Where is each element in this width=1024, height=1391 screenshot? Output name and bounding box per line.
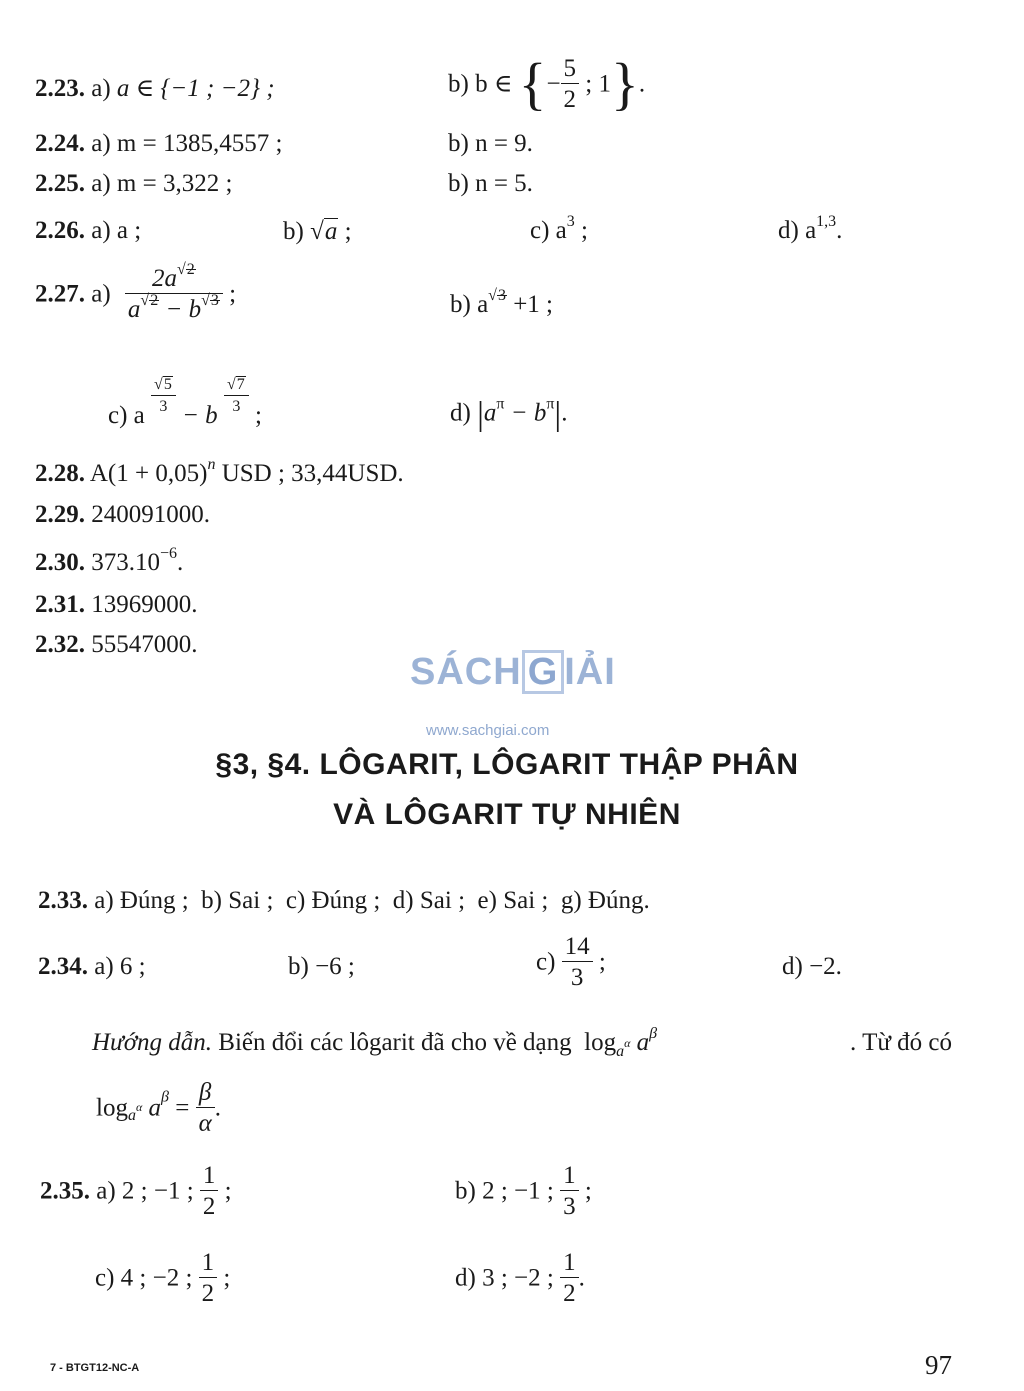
fraction-denominator: 3 bbox=[562, 961, 593, 990]
abs-bar-right: | bbox=[554, 396, 562, 433]
answer-2-27 bbox=[35, 261, 237, 323]
logo-text-tail: IẢI bbox=[564, 651, 616, 693]
part-d: d) −2. bbox=[782, 953, 842, 980]
fraction-denominator: α bbox=[196, 1107, 215, 1136]
answer-number: 2.31. bbox=[35, 591, 85, 618]
semicolon: ; bbox=[344, 218, 352, 245]
log-arg: a bbox=[630, 1029, 650, 1056]
part-b: b) 2 ; −1 ; bbox=[455, 1177, 554, 1205]
fraction-numerator: 1 bbox=[201, 1249, 215, 1276]
part-a: a) 2 ; −1 ; bbox=[96, 1177, 194, 1205]
answer-number: 2.26. bbox=[35, 217, 85, 244]
fraction bbox=[560, 1250, 579, 1306]
fraction-denominator: 2 bbox=[561, 83, 580, 112]
answer-number: 2.35. bbox=[40, 1177, 90, 1205]
fraction-denominator bbox=[125, 293, 223, 322]
fraction-denominator: 3 bbox=[560, 1190, 579, 1219]
part-b-tail: +1 ; bbox=[513, 291, 553, 318]
section-title-line-2: VÀ LÔGARIT TỰ NHIÊN bbox=[333, 798, 681, 831]
answer-2-26 bbox=[35, 218, 141, 243]
answer-2-30 bbox=[35, 545, 184, 576]
watermark-logo bbox=[410, 650, 616, 710]
exponent-fraction-2 bbox=[224, 376, 249, 415]
answer-text: A(1 + 0,05) bbox=[89, 460, 208, 487]
sqrt-symbol: √ bbox=[310, 218, 324, 245]
log-base bbox=[127, 1100, 143, 1125]
fraction bbox=[560, 1163, 579, 1219]
minus-sign: − bbox=[546, 70, 561, 98]
fraction-numerator: 1 bbox=[202, 1162, 216, 1189]
part-c-mid: − b bbox=[182, 402, 218, 430]
hint-text-tail: . Từ đó có bbox=[850, 1029, 952, 1056]
fraction-numerator bbox=[125, 261, 223, 293]
section-title-line-1: §3, §4. LÔGARIT, LÔGARIT THẬP PHÂN bbox=[215, 748, 799, 781]
answer-2-35-b bbox=[455, 1163, 592, 1219]
answer-number: 2.32. bbox=[35, 631, 85, 658]
base-a: a bbox=[483, 399, 497, 427]
fraction bbox=[562, 934, 593, 990]
answer-number: 2.25. bbox=[35, 170, 85, 197]
exponent-fraction bbox=[151, 376, 176, 415]
exponent: −6 bbox=[160, 545, 178, 562]
right-brace: } bbox=[611, 51, 639, 116]
answer-2-24 bbox=[35, 131, 282, 156]
answer-2-23-b bbox=[448, 51, 646, 116]
exp-den: 3 bbox=[224, 395, 249, 415]
part-b-label: b) b ∈ bbox=[448, 70, 513, 98]
fraction bbox=[199, 1250, 218, 1306]
exponent: n bbox=[207, 456, 216, 473]
period: . bbox=[561, 399, 568, 427]
part-c: c) a bbox=[530, 217, 567, 244]
fraction-denominator: 2 bbox=[199, 1277, 218, 1306]
answer-text: 373.10 bbox=[91, 549, 160, 576]
answer-2-35-c bbox=[95, 1250, 230, 1306]
semicolon: ; bbox=[598, 948, 606, 976]
den-exponent-1: √2 bbox=[140, 292, 159, 309]
part-c-label: c) a bbox=[108, 402, 145, 430]
minus-b: − b bbox=[504, 399, 547, 427]
part-d-label: d) bbox=[450, 399, 471, 427]
log-word: log bbox=[96, 1094, 128, 1122]
den-base-a: a bbox=[127, 296, 141, 323]
answer-2-25 bbox=[35, 171, 232, 196]
exponent-radicand: 3 bbox=[497, 287, 506, 304]
equals: = bbox=[168, 1094, 190, 1122]
part-d: d) a bbox=[778, 217, 817, 244]
part-a: a) a ; bbox=[91, 217, 142, 244]
answer-number: 2.28. bbox=[35, 460, 85, 487]
answer-2-24-b bbox=[448, 131, 533, 156]
fraction bbox=[125, 261, 223, 323]
logo-box-letter: G bbox=[522, 650, 565, 694]
answer-2-35-d bbox=[455, 1250, 585, 1306]
log-arg-exp: β bbox=[649, 1025, 658, 1042]
answer-2-31 bbox=[35, 592, 198, 617]
part-a: a) m = 3,322 ; bbox=[91, 170, 233, 197]
answer-2-34-c bbox=[536, 934, 606, 990]
answer-text: 55547000. bbox=[91, 631, 198, 658]
period: . bbox=[836, 217, 843, 244]
answer-2-33 bbox=[38, 888, 650, 913]
answer-2-27-b bbox=[450, 287, 553, 318]
period: . bbox=[177, 549, 184, 576]
part-b: b) a bbox=[450, 291, 489, 318]
answer-2-35 bbox=[40, 1163, 232, 1219]
fraction bbox=[196, 1080, 215, 1136]
answer-2-32 bbox=[35, 632, 198, 657]
semicolon: ; bbox=[254, 402, 262, 430]
exponent-radicand: 5 bbox=[163, 376, 172, 393]
fraction-numerator: 1 bbox=[563, 1249, 576, 1276]
period: . bbox=[214, 1094, 221, 1122]
period: . bbox=[638, 70, 646, 98]
part-b-label: b) bbox=[283, 218, 304, 245]
part-c: c) 4 ; −2 ; bbox=[95, 1264, 193, 1292]
answer-2-26-b bbox=[283, 218, 352, 244]
answer-number: 2.24. bbox=[35, 130, 85, 157]
numerator-exponent: √2 bbox=[177, 261, 195, 278]
exponent-radicand: 2 bbox=[150, 292, 159, 309]
page-number: 97 bbox=[925, 1350, 952, 1380]
left-brace: { bbox=[518, 51, 547, 116]
semicolon: ; bbox=[224, 1177, 232, 1205]
exponent: π bbox=[546, 395, 555, 413]
part-a-label: a) bbox=[91, 280, 111, 308]
fraction-numerator: β bbox=[198, 1079, 212, 1106]
answer-2-25-b bbox=[448, 171, 533, 196]
answer-text: 240091000. bbox=[91, 501, 210, 528]
answer-2-29 bbox=[35, 502, 210, 527]
answer-2-27-c bbox=[108, 376, 262, 437]
log-base-exp: α bbox=[135, 1100, 143, 1115]
part-b: b) n = 5. bbox=[448, 170, 533, 197]
exponent: 1,3 bbox=[816, 213, 837, 230]
fraction bbox=[200, 1163, 219, 1219]
numerator-base: 2a bbox=[152, 265, 177, 292]
answer-text: 13969000. bbox=[91, 591, 198, 618]
answer-number: 2.27. bbox=[35, 280, 85, 308]
semicolon: ; bbox=[223, 1264, 231, 1292]
fraction-denominator: 2 bbox=[200, 1190, 219, 1219]
book-code: 7 - BTGT12-NC-A bbox=[50, 1362, 140, 1374]
watermark-url: www.sachgiai.com bbox=[426, 722, 550, 739]
answer-2-23 bbox=[35, 76, 275, 101]
hint-text: Biến đổi các lôgarit đã cho về dạng log bbox=[212, 1029, 617, 1056]
hint-line-2 bbox=[96, 1080, 221, 1136]
part-a: a) 6 ; bbox=[94, 953, 146, 980]
answer-2-27-d bbox=[450, 395, 568, 433]
answer-number: 2.33. bbox=[38, 887, 88, 914]
exponent: 3 bbox=[566, 213, 575, 230]
fraction-denominator: 2 bbox=[560, 1277, 579, 1306]
log-base-exp: α bbox=[624, 1036, 631, 1051]
radicand: a bbox=[324, 218, 338, 245]
set-tail: ; 1 bbox=[585, 70, 611, 98]
part-b: b) −6 ; bbox=[288, 953, 355, 980]
exponent-radicand: 3 bbox=[210, 292, 219, 309]
answer-number: 2.23. bbox=[35, 75, 85, 102]
hint-label: Hướng dẫn. bbox=[92, 1029, 213, 1056]
fraction bbox=[561, 56, 580, 112]
part-a-label: a) bbox=[91, 75, 111, 102]
answer-2-34-b bbox=[288, 954, 355, 979]
exp-den: 3 bbox=[151, 395, 176, 415]
abs-bar-left: | bbox=[477, 396, 484, 433]
den-mid: − b bbox=[165, 296, 202, 323]
exponent: π bbox=[496, 395, 505, 413]
answer-2-28 bbox=[35, 456, 404, 487]
answer-number: 2.34. bbox=[38, 953, 88, 980]
answer-2-34-d bbox=[782, 954, 842, 979]
log-arg: a bbox=[142, 1094, 162, 1122]
fraction-numerator: 5 bbox=[563, 55, 577, 82]
exponent-radicand: 7 bbox=[236, 376, 245, 393]
answer-2-26-d bbox=[778, 213, 843, 244]
log-base-a: a bbox=[616, 1043, 625, 1061]
answer-2-34 bbox=[38, 954, 146, 979]
fraction-numerator: 14 bbox=[564, 933, 590, 960]
fraction-numerator: 1 bbox=[563, 1162, 576, 1189]
den-exponent-2: √3 bbox=[201, 292, 219, 309]
log-arg-exp: β bbox=[161, 1088, 169, 1106]
part-a: a) m = 1385,4557 ; bbox=[91, 130, 283, 157]
part-b: b) n = 9. bbox=[448, 130, 533, 157]
exp-num: √5 bbox=[154, 376, 172, 393]
answer-text: a) Đúng ; b) Sai ; c) Đúng ; d) Sai ; e) Sai ; g) Đúng. bbox=[94, 887, 650, 914]
exponent: √3 bbox=[488, 287, 506, 304]
answer-text-tail: USD ; 33,44USD. bbox=[215, 460, 404, 487]
log-base-a: a bbox=[127, 1107, 136, 1125]
part-d: d) 3 ; −2 ; bbox=[455, 1264, 554, 1292]
period: . bbox=[578, 1264, 585, 1292]
logo-text: SÁCH bbox=[410, 651, 522, 693]
part-a-expr: a ∈ {−1 ; −2} ; bbox=[116, 75, 275, 102]
semicolon: ; bbox=[584, 1177, 592, 1205]
exp-num: √7 bbox=[226, 376, 245, 393]
semicolon: ; bbox=[581, 217, 588, 244]
answer-number: 2.30. bbox=[35, 549, 85, 576]
log-base bbox=[616, 1036, 631, 1061]
exponent-radicand: 2 bbox=[186, 261, 195, 278]
semicolon: ; bbox=[229, 280, 237, 308]
part-c-label: c) bbox=[536, 948, 556, 976]
answer-2-26-c bbox=[530, 213, 588, 244]
answer-number: 2.29. bbox=[35, 501, 85, 528]
hint-line-1 bbox=[92, 1025, 952, 1061]
